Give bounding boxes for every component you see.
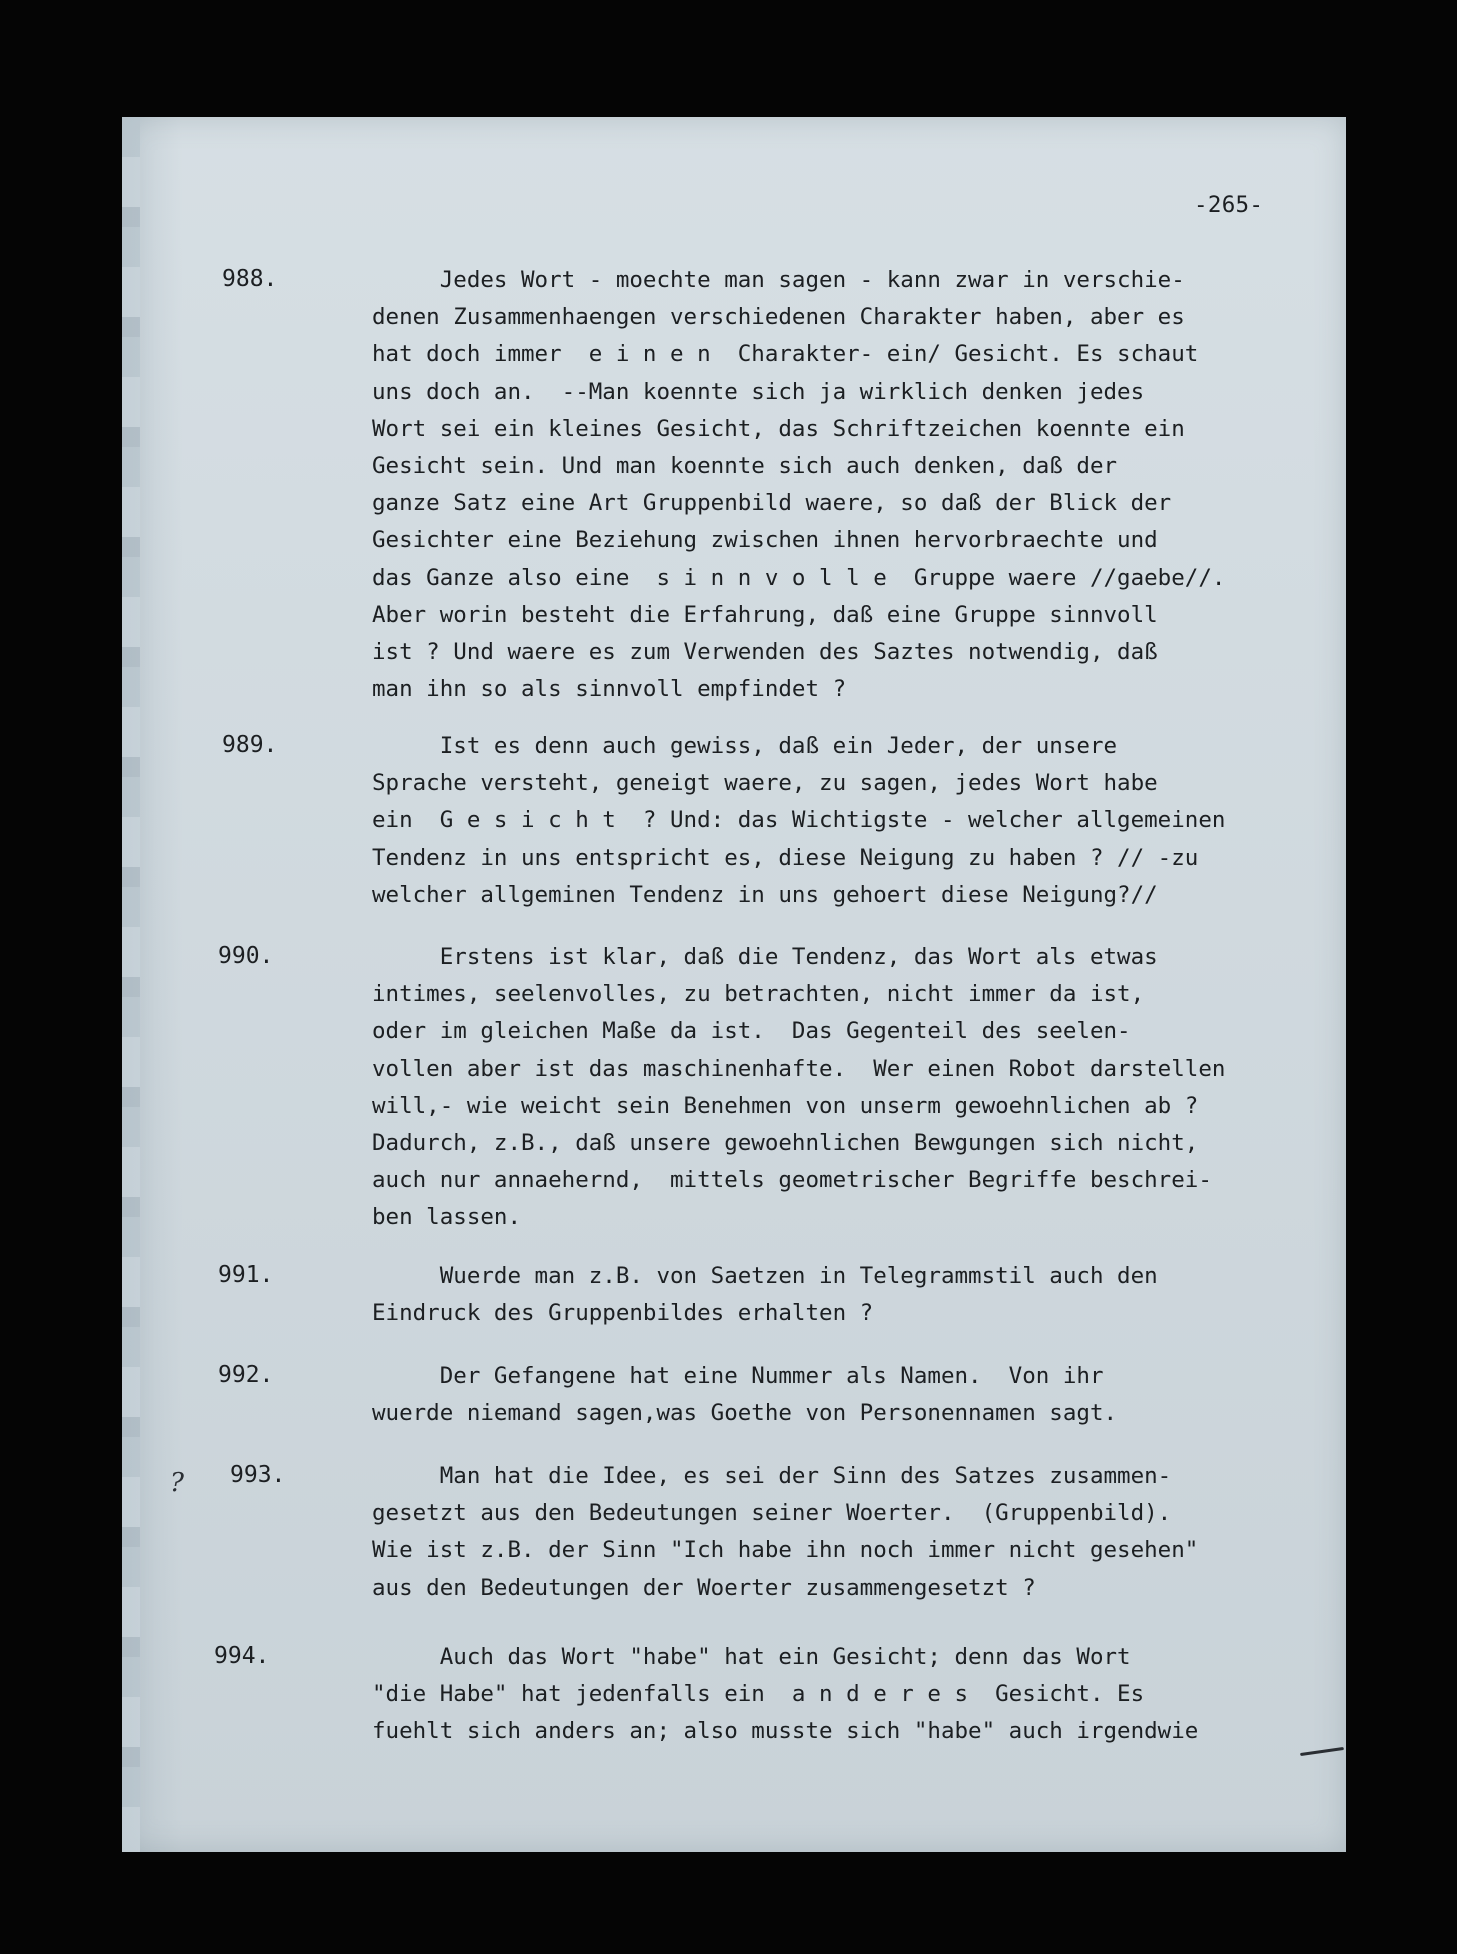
paragraph-number: 988. <box>222 266 278 292</box>
text-line: hat doch immer e i n e n Charakter- ein/ Gesicht. Es schaut <box>372 341 1199 368</box>
text-line: Ist es denn auch gewiss, daß ein Jeder, der unsere <box>372 733 1118 759</box>
text-line: Gesichter eine Beziehung zwischen ihnen hervorbraechte und <box>372 527 1158 554</box>
text-line: ist ? Und waere es zum Verwenden des Saztes notwendig, daß <box>372 639 1158 666</box>
handwritten-margin-mark: ? <box>170 1468 184 1498</box>
paragraph-990 <box>372 939 1225 1237</box>
text-line: Jedes Wort - moechte man sagen - kann zwar in verschie- <box>372 267 1185 293</box>
text-line: Man hat die Idee, es sei der Sinn des Satzes zusammen- <box>372 1463 1172 1489</box>
text-line: denen Zusammenhaengen verschiedenen Charakter haben, aber es <box>372 304 1185 331</box>
paragraph-993 <box>372 1458 1198 1607</box>
paragraph-number: 994. <box>214 1643 270 1669</box>
text-line: Eindruck des Gruppenbildes erhalten ? <box>372 1300 874 1327</box>
text-line: gesetzt aus den Bedeutungen seiner Woerter. (Gruppenbild). <box>372 1500 1172 1527</box>
paragraph-number: 993. <box>230 1462 286 1488</box>
text-line: oder im gleichen Maße da ist. Das Gegenteil des seelen- <box>372 1018 1131 1045</box>
paragraph-991 <box>372 1258 1158 1332</box>
text-line: ein G e s i c h t ? Und: das Wichtigste - welcher allgemeinen <box>372 807 1226 834</box>
text-line: auch nur annaehernd, mittels geometrischer Begriffe beschrei- <box>372 1167 1212 1194</box>
text-line: wuerde niemand sagen,was Goethe von Personennamen sagt. <box>372 1400 1118 1427</box>
text-line: das Ganze also eine s i n n v o l l e Gruppe waere //gaebe//. <box>372 564 1226 591</box>
text-line: Sprache versteht, geneigt waere, zu sagen, jedes Wort habe <box>372 770 1158 797</box>
page-number: -265- <box>1194 192 1264 218</box>
text-line: Wuerde man z.B. von Saetzen in Telegrammstil auch den <box>372 1263 1158 1289</box>
text-line: ganze Satz eine Art Gruppenbild waere, so daß der Blick der <box>372 490 1172 517</box>
text-line: welcher allgeminen Tendenz in uns gehoert diese Neigung?// <box>372 881 1158 908</box>
paragraph-988 <box>372 262 1225 708</box>
text-line: fuehlt sich anders an; also musste sich "habe" auch irgendwie <box>372 1718 1199 1745</box>
text-line: will,- wie weicht sein Benehmen von unserm gewoehnlichen ab ? <box>372 1092 1199 1119</box>
text-line: Dadurch, z.B., daß unsere gewoehnlichen Bewgungen sich nicht, <box>372 1130 1199 1157</box>
text-line: intimes, seelenvolles, zu betrachten, nicht immer da ist, <box>372 981 1145 1008</box>
text-line: Wie ist z.B. der Sinn "Ich habe ihn noch immer nicht gesehen" <box>372 1537 1199 1564</box>
text-line: Erstens ist klar, daß die Tendenz, das Wort als etwas <box>372 944 1158 970</box>
text-line: Auch das Wort "habe" hat ein Gesicht; denn das Wort <box>372 1644 1131 1670</box>
paragraph-992 <box>372 1358 1117 1432</box>
text-line: uns doch an. --Man koennte sich ja wirklich denken jedes <box>372 378 1145 405</box>
text-line: Der Gefangene hat eine Nummer als Namen. Von ihr <box>372 1363 1104 1389</box>
text-line: aus den Bedeutungen der Woerter zusammengesetzt ? <box>372 1574 1036 1601</box>
text-line: Wort sei ein kleines Gesicht, das Schriftzeichen koennte ein <box>372 415 1185 442</box>
paragraph-994 <box>372 1639 1198 1751</box>
paragraph-number: 991. <box>218 1262 274 1288</box>
text-line: Aber worin besteht die Erfahrung, daß eine Gruppe sinnvoll <box>372 601 1158 628</box>
paragraph-number: 990. <box>218 943 274 969</box>
text-line: man ihn so als sinnvoll empfindet ? <box>372 676 847 703</box>
paragraph-number: 989. <box>222 732 278 758</box>
page-left-edge <box>122 117 140 1852</box>
text-line: Tendenz in uns entspricht es, diese Neigung zu haben ? // -zu <box>372 844 1199 871</box>
text-line: vollen aber ist das maschinenhafte. Wer einen Robot darstellen <box>372 1055 1226 1082</box>
paragraph-989 <box>372 728 1225 914</box>
text-line: Gesicht sein. Und man koennte sich auch denken, daß der <box>372 453 1118 480</box>
text-line: "die Habe" hat jedenfalls ein a n d e r e s Gesicht. Es <box>372 1681 1145 1708</box>
text-line: ben lassen. <box>372 1204 522 1231</box>
paragraph-number: 992. <box>218 1362 274 1388</box>
